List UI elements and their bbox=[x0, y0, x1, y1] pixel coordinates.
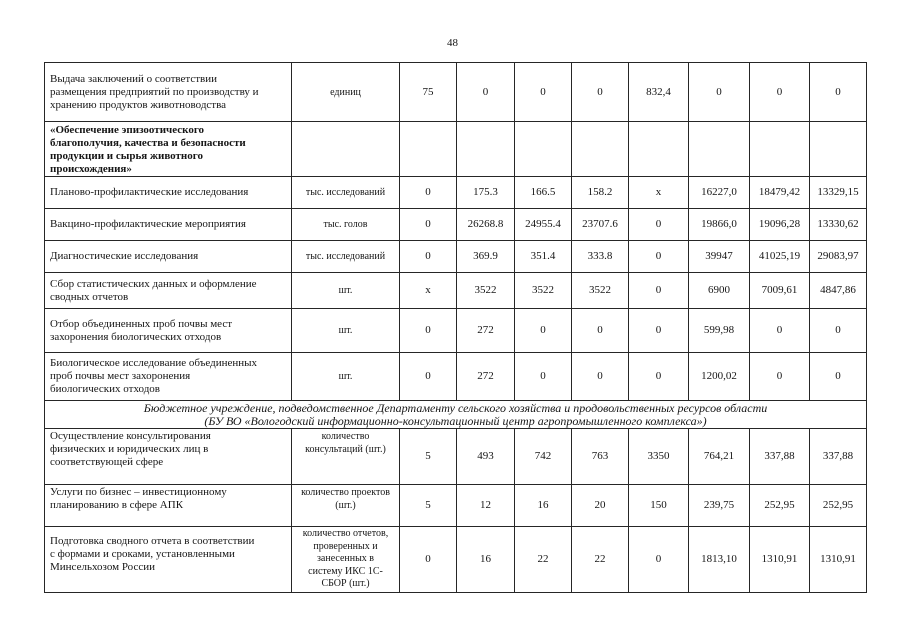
unit-cell: единиц bbox=[292, 63, 400, 122]
unit-cell: шт. bbox=[292, 309, 400, 353]
table-row bbox=[45, 209, 867, 241]
value-cell: 0 bbox=[689, 63, 750, 122]
value-cell: 0 bbox=[810, 353, 867, 401]
value-cell: 0 bbox=[629, 353, 689, 401]
section-heading-line: (БУ ВО «Вологодский информационно-консультационный центр агропромышленного комплекса») bbox=[204, 414, 707, 428]
group-heading-row bbox=[45, 122, 867, 177]
value-cell: 337,88 bbox=[810, 429, 867, 485]
table-row bbox=[45, 177, 867, 209]
value-cell: 41025,19 bbox=[750, 241, 810, 273]
value-cell: 0 bbox=[572, 63, 629, 122]
table-row bbox=[45, 527, 867, 593]
value-cell: 763 bbox=[572, 429, 629, 485]
row-name-cell: Диагностические исследования bbox=[45, 241, 292, 273]
empty-cell bbox=[292, 122, 400, 177]
value-cell: 23707.6 bbox=[572, 209, 629, 241]
value-cell: 158.2 bbox=[572, 177, 629, 209]
value-cell: 12 bbox=[457, 485, 515, 527]
group-heading: «Обеспечение эпизоотического благополучия, качества и безопасности продукции и сырья животного происхождения» bbox=[45, 122, 292, 177]
value-cell: 16227,0 bbox=[689, 177, 750, 209]
value-cell: 6900 bbox=[689, 273, 750, 309]
row-name-cell: Осуществление консультирования физических и юридических лиц в соответствующей сфере bbox=[45, 429, 292, 485]
value-cell: 19866,0 bbox=[689, 209, 750, 241]
value-cell: 369.9 bbox=[457, 241, 515, 273]
value-cell: 239,75 bbox=[689, 485, 750, 527]
value-cell: 0 bbox=[515, 353, 572, 401]
value-cell: 1310,91 bbox=[810, 527, 867, 593]
row-name-cell: Сбор статистических данных и оформление сводных отчетов bbox=[45, 273, 292, 309]
unit-cell: шт. bbox=[292, 353, 400, 401]
value-cell: 0 bbox=[400, 177, 457, 209]
value-cell: 150 bbox=[629, 485, 689, 527]
empty-cell bbox=[810, 122, 867, 177]
value-cell: 166.5 bbox=[515, 177, 572, 209]
value-cell: 19096,28 bbox=[750, 209, 810, 241]
value-cell: 5 bbox=[400, 429, 457, 485]
table-row bbox=[45, 429, 867, 485]
value-cell: 0 bbox=[750, 353, 810, 401]
value-cell: 16 bbox=[515, 485, 572, 527]
value-cell: 16 bbox=[457, 527, 515, 593]
value-cell: 1200,02 bbox=[689, 353, 750, 401]
value-cell: 0 bbox=[629, 273, 689, 309]
table-row bbox=[45, 241, 867, 273]
row-name-cell: Планово-профилактические исследования bbox=[45, 177, 292, 209]
empty-cell bbox=[400, 122, 457, 177]
unit-cell: количество проектов (шт.) bbox=[292, 485, 400, 527]
value-cell: 75 bbox=[400, 63, 457, 122]
value-cell: 0 bbox=[400, 309, 457, 353]
value-cell: 3522 bbox=[515, 273, 572, 309]
table-row bbox=[45, 353, 867, 401]
value-cell: 13330,62 bbox=[810, 209, 867, 241]
value-cell: 26268.8 bbox=[457, 209, 515, 241]
value-cell: 0 bbox=[750, 63, 810, 122]
value-cell: 7009,61 bbox=[750, 273, 810, 309]
value-cell: 764,21 bbox=[689, 429, 750, 485]
unit-cell: тыс. исследований bbox=[292, 241, 400, 273]
value-cell: 0 bbox=[400, 527, 457, 593]
value-cell: 22 bbox=[572, 527, 629, 593]
row-name-cell: Услуги по бизнес – инвестиционному планированию в сфере АПК bbox=[45, 485, 292, 527]
data-table bbox=[44, 62, 867, 593]
row-name-cell: Выдача заключений о соответствии размещения предприятий по производству и хранению продуктов животноводства bbox=[45, 63, 292, 122]
row-name-cell: Отбор объединенных проб почвы мест захоронения биологических отходов bbox=[45, 309, 292, 353]
value-cell: 0 bbox=[810, 309, 867, 353]
unit-cell: количество отчетов, проверенных и занесенных в систему ИКС 1С- СБОР (шт.) bbox=[292, 527, 400, 593]
section-heading-line: Бюджетное учреждение, подведомственное Департаменту сельского хозяйства и продовольственных ресурсов области bbox=[143, 401, 768, 415]
empty-cell bbox=[689, 122, 750, 177]
value-cell: 29083,97 bbox=[810, 241, 867, 273]
value-cell: 1310,91 bbox=[750, 527, 810, 593]
value-cell: 252,95 bbox=[810, 485, 867, 527]
value-cell: 0 bbox=[515, 63, 572, 122]
empty-cell bbox=[750, 122, 810, 177]
value-cell: 832,4 bbox=[629, 63, 689, 122]
value-cell: 0 bbox=[572, 353, 629, 401]
value-cell: 0 bbox=[810, 63, 867, 122]
value-cell: 0 bbox=[629, 309, 689, 353]
unit-cell: тыс. исследований bbox=[292, 177, 400, 209]
value-cell: 0 bbox=[629, 209, 689, 241]
row-name-cell: Биологическое исследование объединенных проб почвы мест захоронения биологических отходов bbox=[45, 353, 292, 401]
value-cell: 0 bbox=[515, 309, 572, 353]
table-row bbox=[45, 309, 867, 353]
value-cell: 13329,15 bbox=[810, 177, 867, 209]
value-cell: 272 bbox=[457, 309, 515, 353]
value-cell: х bbox=[400, 273, 457, 309]
value-cell: 0 bbox=[629, 241, 689, 273]
value-cell: х bbox=[629, 177, 689, 209]
unit-cell: тыс. голов bbox=[292, 209, 400, 241]
value-cell: 3350 bbox=[629, 429, 689, 485]
value-cell: 1813,10 bbox=[689, 527, 750, 593]
value-cell: 39947 bbox=[689, 241, 750, 273]
unit-cell: шт. bbox=[292, 273, 400, 309]
value-cell: 272 bbox=[457, 353, 515, 401]
value-cell: 252,95 bbox=[750, 485, 810, 527]
value-cell: 599,98 bbox=[689, 309, 750, 353]
empty-cell bbox=[515, 122, 572, 177]
value-cell: 0 bbox=[457, 63, 515, 122]
empty-cell bbox=[629, 122, 689, 177]
value-cell: 0 bbox=[572, 309, 629, 353]
row-name-cell: Подготовка сводного отчета в соответствии с формами и сроками, установленными Минсельхозом России bbox=[45, 527, 292, 593]
value-cell: 5 bbox=[400, 485, 457, 527]
unit-cell: количество консультаций (шт.) bbox=[292, 429, 400, 485]
section-heading-row bbox=[45, 401, 867, 429]
row-name-cell: Вакцино-профилактические мероприятия bbox=[45, 209, 292, 241]
value-cell: 20 bbox=[572, 485, 629, 527]
value-cell: 24955.4 bbox=[515, 209, 572, 241]
value-cell: 337,88 bbox=[750, 429, 810, 485]
table-row bbox=[45, 485, 867, 527]
value-cell: 3522 bbox=[572, 273, 629, 309]
value-cell: 0 bbox=[400, 353, 457, 401]
value-cell: 493 bbox=[457, 429, 515, 485]
empty-cell bbox=[572, 122, 629, 177]
page-number: 48 bbox=[447, 37, 458, 49]
table-row bbox=[45, 273, 867, 309]
value-cell: 0 bbox=[400, 241, 457, 273]
value-cell: 4847,86 bbox=[810, 273, 867, 309]
value-cell: 351.4 bbox=[515, 241, 572, 273]
value-cell: 22 bbox=[515, 527, 572, 593]
value-cell: 0 bbox=[400, 209, 457, 241]
empty-cell bbox=[457, 122, 515, 177]
value-cell: 0 bbox=[750, 309, 810, 353]
section-heading bbox=[45, 401, 867, 429]
value-cell: 175.3 bbox=[457, 177, 515, 209]
value-cell: 742 bbox=[515, 429, 572, 485]
value-cell: 3522 bbox=[457, 273, 515, 309]
value-cell: 18479,42 bbox=[750, 177, 810, 209]
value-cell: 333.8 bbox=[572, 241, 629, 273]
value-cell: 0 bbox=[629, 527, 689, 593]
table-row bbox=[45, 63, 867, 122]
